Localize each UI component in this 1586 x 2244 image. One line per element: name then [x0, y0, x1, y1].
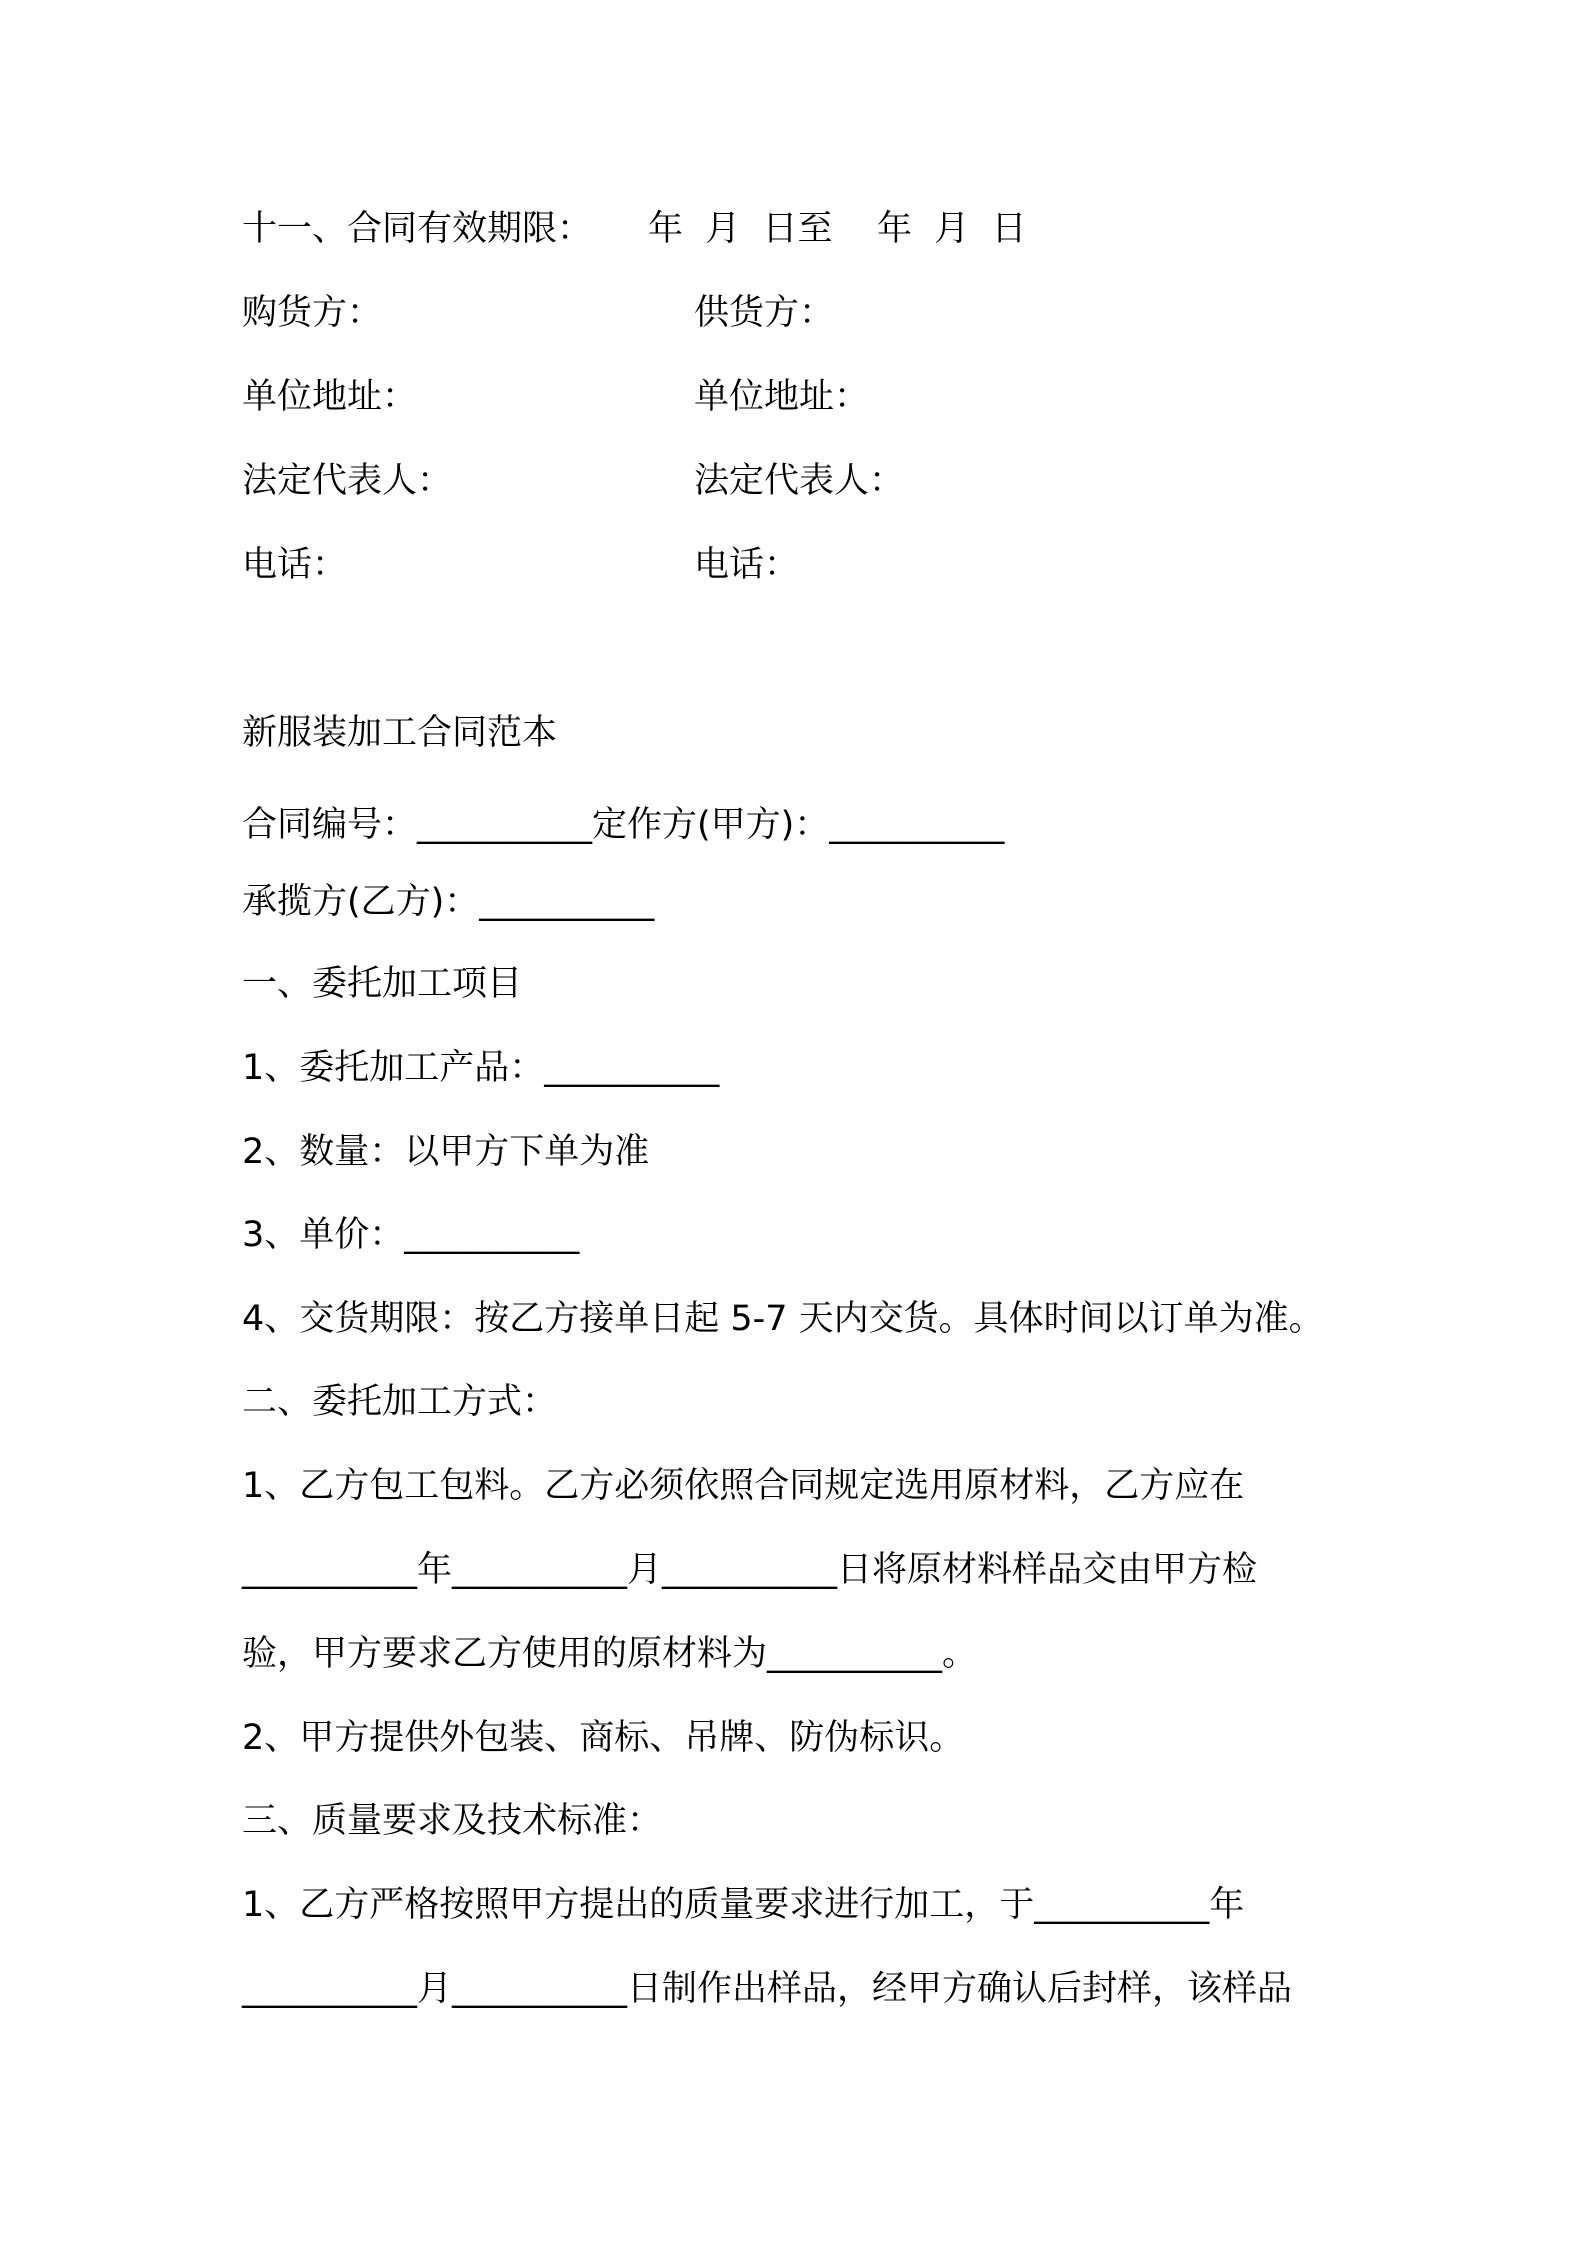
seller-label: 供货方：: [694, 293, 835, 333]
contract-title: 新服装加工合同范本: [242, 713, 558, 753]
clause-11-dates: 年 月 日至 年 月 日: [648, 209, 1027, 249]
item-2-2: 2、甲方提供外包装、商标、吊牌、防伪标识。: [242, 1718, 965, 1758]
clause-11-line: [242, 207, 1027, 251]
item-3-1-line-2: __________月__________日制作出样品，经甲方确认后封样，该样品: [242, 1969, 1293, 2009]
section-3-title: 三、质量要求及技术标准：: [242, 1801, 663, 1841]
clause-11-label: 十一、合同有效期限：: [242, 209, 593, 249]
contract-number-line: 合同编号：__________定作方(甲方)：__________: [242, 805, 1005, 845]
section-1-title: 一、委托加工项目: [242, 964, 523, 1004]
contractor-line: 承揽方(乙方)：__________: [242, 882, 655, 922]
item-3-1-line-1: 1、乙方严格按照甲方提出的质量要求进行加工，于__________年: [242, 1885, 1245, 1925]
section-2-title: 二、委托加工方式：: [242, 1382, 558, 1422]
seller-address-label: 单位地址：: [694, 377, 870, 417]
seller-phone-label: 电话：: [694, 545, 800, 585]
item-2-1-line-1: 1、乙方包工包料。乙方必须依照合同规定选用原材料，乙方应在: [242, 1466, 1245, 1506]
item-1-2: 2、数量：以甲方下单为准: [242, 1132, 650, 1172]
item-1-3: 3、单价：__________: [242, 1215, 580, 1255]
buyer-label: 购货方：: [242, 293, 383, 333]
buyer-address-label: 单位地址：: [242, 377, 418, 417]
item-2-1-line-2: __________年__________月__________日将原材料样品交由甲方检: [242, 1550, 1258, 1590]
buyer-representative-label: 法定代表人：: [242, 461, 453, 501]
item-1-4: 4、交货期限：按乙方接单日起 5-7 天内交货。具体时间以订单为准。: [242, 1299, 1324, 1339]
item-2-1-line-3: 验，甲方要求乙方使用的原材料为__________。: [242, 1634, 978, 1674]
item-1-1: 1、委托加工产品：__________: [242, 1048, 720, 1088]
buyer-phone-label: 电话：: [242, 545, 348, 585]
seller-representative-label: 法定代表人：: [694, 461, 905, 501]
